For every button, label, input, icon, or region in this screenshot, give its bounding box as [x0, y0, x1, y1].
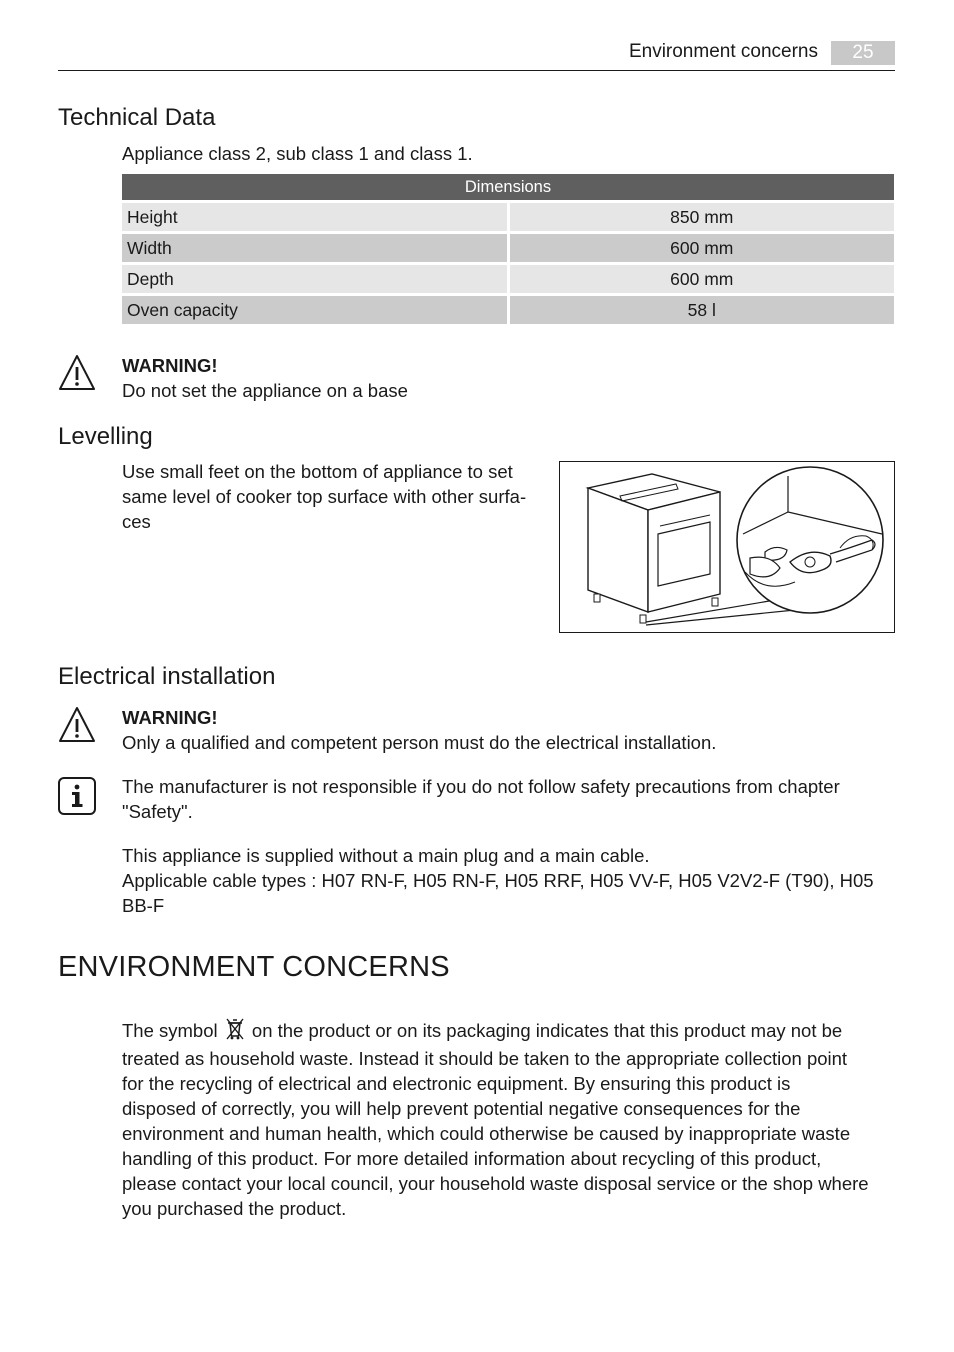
levelling-heading: Levelling — [58, 423, 153, 450]
info-line: "Safety". — [122, 801, 193, 822]
supply-note — [122, 843, 892, 918]
warning-triangle-icon — [58, 706, 96, 744]
environment-line: for the recycling of electrical and electronic equipment. By ensuring this product is — [122, 1073, 791, 1094]
electrical-heading: Electrical installation — [58, 663, 276, 690]
row-label: Oven capacity — [122, 296, 507, 324]
levelling-line: ces — [122, 511, 151, 532]
row-value: 600 mm — [510, 265, 895, 293]
table-header: Dimensions — [122, 174, 894, 200]
info-line: The manufacturer is not responsible if you do not follow safety precautions from chapter — [122, 776, 840, 797]
environment-text-after-symbol: on the product or on its packaging indicates that this product may not be — [251, 1020, 843, 1041]
table-row — [122, 203, 894, 231]
table-row — [122, 265, 894, 293]
header-divider — [58, 70, 895, 71]
page-number: 25 — [831, 41, 895, 65]
row-value: 58 l — [510, 296, 895, 324]
technical-data-heading: Technical Data — [58, 104, 216, 131]
environment-line: you purchased the product. — [122, 1198, 347, 1219]
levelling-illustration — [559, 461, 895, 633]
environment-text-before-symbol: The symbol — [122, 1020, 218, 1041]
row-label: Height — [122, 203, 507, 231]
environment-first-line — [122, 1018, 894, 1046]
environment-heading: ENVIRONMENT CONCERNS — [58, 951, 450, 983]
warning-title: WARNING! — [122, 355, 218, 376]
warning-triangle-icon — [58, 354, 96, 392]
supply-line: This appliance is supplied without a main plug and a main cable. — [122, 845, 650, 866]
environment-line: please contact your local council, your household waste disposal service or the shop where — [122, 1173, 869, 1194]
table-row — [122, 234, 894, 262]
row-value: 850 mm — [510, 203, 895, 231]
supply-line: Applicable cable types : H07 RN-F, H05 RN-F, H05 RRF, H05 VV-F, H05 V2V2-F (T90), H05 — [122, 870, 874, 891]
levelling-line: Use small feet on the bottom of appliance to set — [122, 461, 513, 482]
crossed-bin-icon — [225, 1018, 245, 1046]
row-label: Depth — [122, 265, 507, 293]
environment-line: treated as household waste. Instead it should be taken to the appropriate collection point — [122, 1048, 848, 1069]
dimensions-table — [119, 171, 897, 327]
levelling-text — [122, 459, 552, 534]
warning-text: Only a qualified and competent person must do the electrical installation. — [122, 732, 717, 753]
row-value: 600 mm — [510, 234, 895, 262]
warning-text: Do not set the appliance on a base — [122, 380, 408, 401]
technical-data-intro: Appliance class 2, sub class 1 and class 1. — [122, 143, 473, 164]
levelling-line: same level of cooker top surface with other surfa- — [122, 486, 527, 507]
environment-line: environment and human health, which could otherwise be caused by inappropriate waste — [122, 1123, 851, 1144]
row-label: Width — [122, 234, 507, 262]
supply-line: BB-F — [122, 895, 165, 916]
environment-line: handling of this product. For more detailed information about recycling of this product, — [122, 1148, 822, 1169]
running-header: Environment concerns — [628, 41, 818, 62]
environment-line: disposed of correctly, you will help prevent potential negative consequences for the — [122, 1098, 801, 1119]
table-row — [122, 296, 894, 324]
info-icon — [58, 777, 96, 815]
warning-title: WARNING! — [122, 707, 218, 728]
environment-text — [122, 1018, 894, 1221]
info-note — [122, 774, 892, 824]
